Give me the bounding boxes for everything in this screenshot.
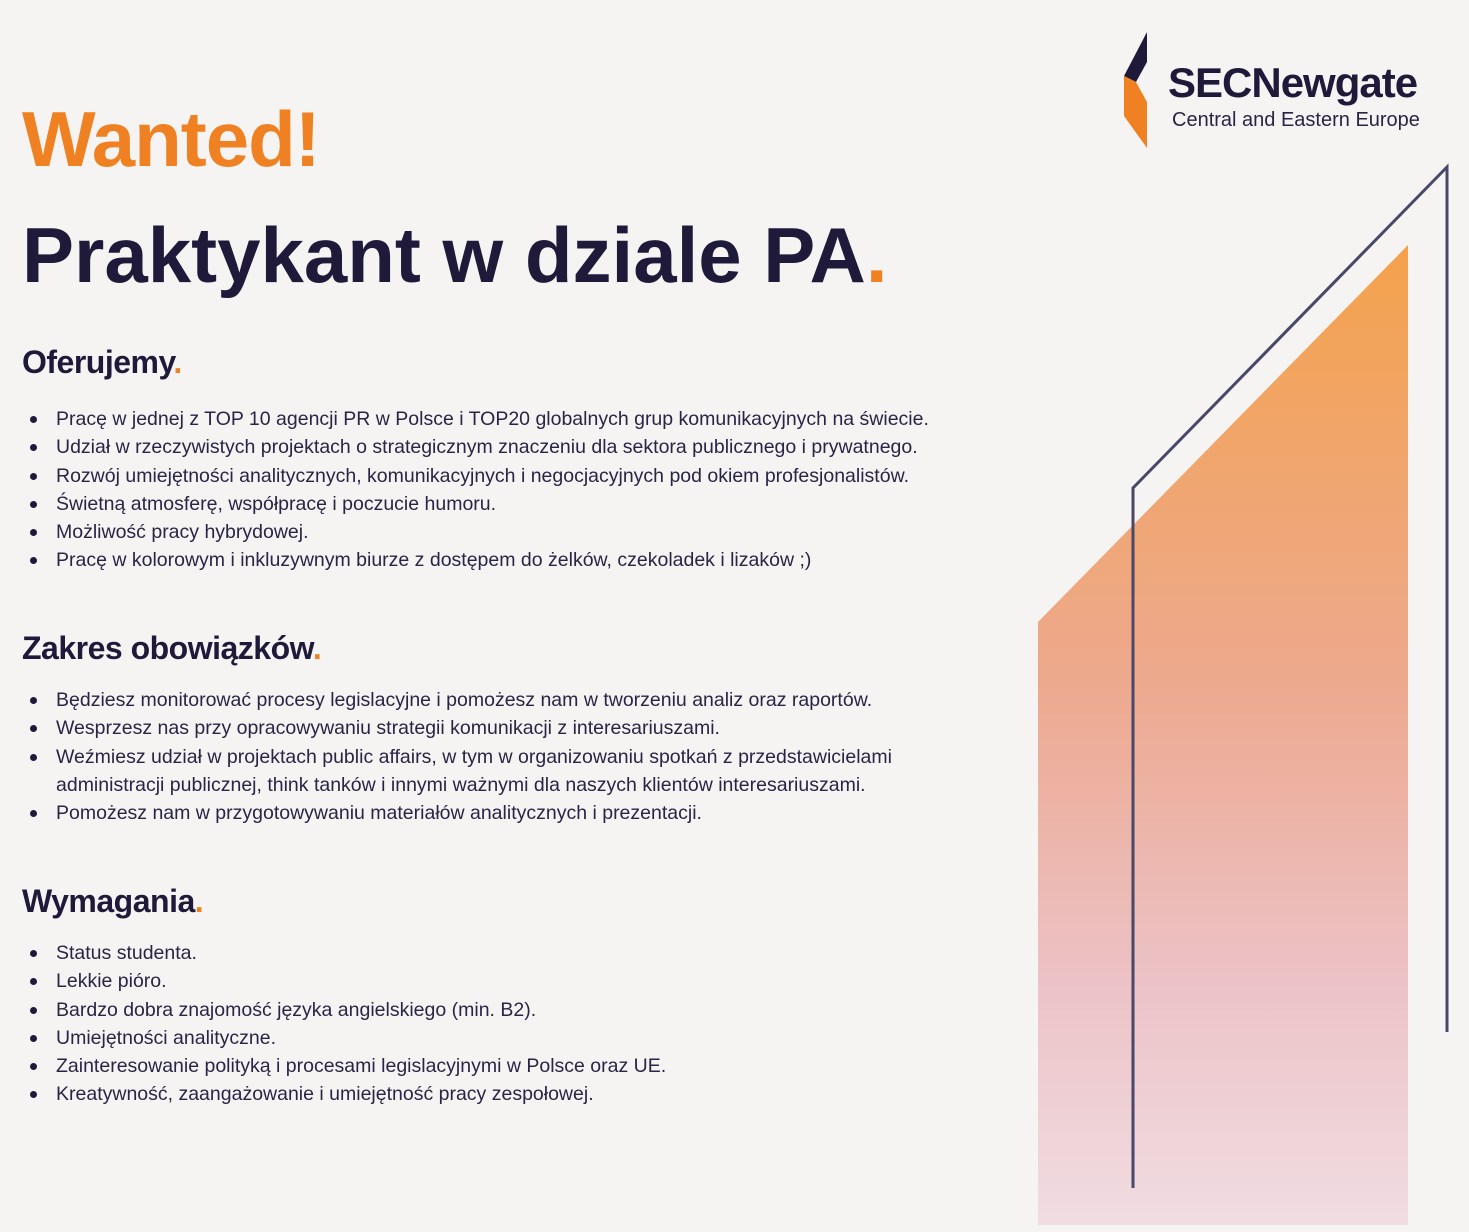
logo-wordmark: SECNewgate [1168,59,1418,106]
list-item: Będziesz monitorować procesy legislacyjne i pomożesz nam w tworzeniu analiz oraz raportów. [22,686,982,714]
requirements-list [22,939,1022,1109]
section-heading [22,632,1022,664]
wanted-kicker: Wanted! [22,95,320,183]
offer-list [22,405,1022,575]
section-requirements [22,885,1022,1109]
gradient-parallelogram [1038,245,1408,1225]
section-responsibilities [22,632,1022,827]
list-item: Pracę w kolorowym i inkluzywnym biurze z dostępem do żelków, czekoladek i lizaków ;) [22,546,1022,574]
job-title-text: Praktykant w dziale PA [22,211,866,299]
list-item: Lekkie pióro. [22,967,1022,995]
list-item: Pomożesz nam w przygotowywaniu materiałów analitycznych i prezentacji. [22,799,982,827]
list-item: Świetną atmosferę, współpracę i poczucie humoru. [22,490,1022,518]
section-heading [22,346,1022,378]
list-item: Status studenta. [22,939,1022,967]
list-item: Zainteresowanie polityką i procesami legislacyjnymi w Polsce oraz UE. [22,1052,1022,1080]
list-item: Weźmiesz udział w projektach public affairs, w tym w organizowaniu spotkań z przedstawicielami administracji publicznej, think tanków i innymi ważnymi dla naszych klientów interesariuszami. [22,743,982,800]
list-item: Możliwość pracy hybrydowej. [22,518,1022,546]
accent-dot: . [865,211,888,299]
accent-dot: . [312,630,322,666]
logo-chevron-icon [1122,32,1166,150]
list-item: Rozwój umiejętności analitycznych, komunikacyjnych i negocjacyjnych pod okiem profesjonalistów. [22,462,1022,490]
list-item: Bardzo dobra znajomość języka angielskiego (min. B2). [22,996,1022,1024]
accent-dot: . [194,883,204,919]
list-item: Wesprzesz nas przy opracowywaniu strategii komunikacji z interesariuszami. [22,714,982,742]
responsibilities-list [22,686,982,827]
list-item: Kreatywność, zaangażowanie i umiejętność pracy zespołowej. [22,1080,1022,1108]
list-item: Pracę w jednej z TOP 10 agencji PR w Polsce i TOP20 globalnych grup komunikacyjnych na świecie. [22,405,1022,433]
secnewgate-logo [1122,32,1442,150]
logo-subtitle: Central and Eastern Europe [1172,109,1420,131]
accent-dot: . [173,344,182,380]
list-item: Umiejętności analityczne. [22,1024,1022,1052]
outline-frame [1133,167,1447,1188]
section-heading [22,885,1022,917]
heading-text: Zakres obowiązków [22,630,313,666]
section-offer [22,346,1022,575]
list-item: Udział w rzeczywistych projektach o strategicznym znaczeniu dla sektora publicznego i prywatnego. [22,433,1022,461]
job-title [22,211,888,299]
heading-text: Oferujemy [22,344,174,380]
heading-text: Wymagania [22,883,195,919]
